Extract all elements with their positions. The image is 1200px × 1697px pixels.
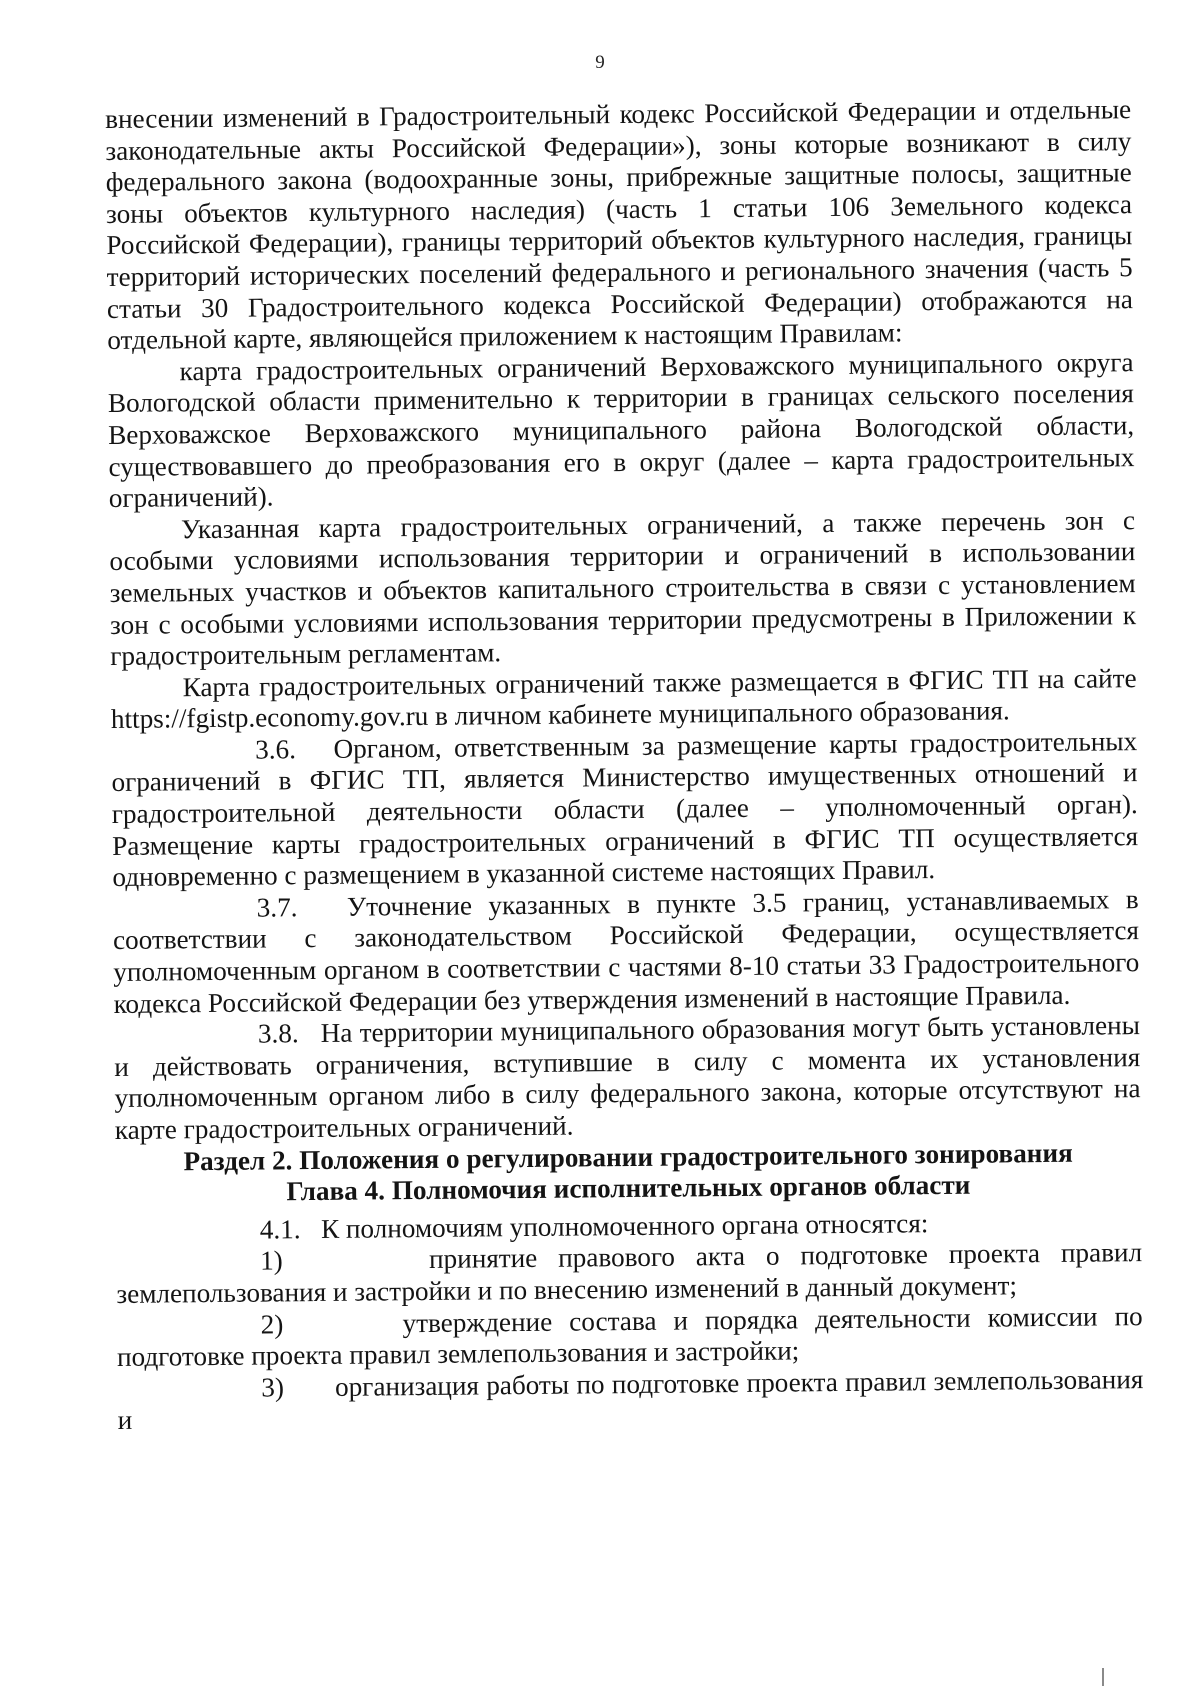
list-item-text: организация работы по подготовке проекта правил землепользования и <box>117 1363 1144 1436</box>
list-item-2 <box>117 1301 1144 1374</box>
clause-text: К полномочиям уполномоченного органа относятся: <box>320 1207 929 1244</box>
clause-3-8 <box>114 1010 1141 1146</box>
list-item-text: утверждение состава и порядка деятельности комиссии по подготовке проекта правил землепользования и застройки; <box>116 1300 1143 1373</box>
paragraph-map-appendix: Указанная карта градостроительных ограничений, а также перечень зон с особыми условиями использования территории и ограничений в использовании земельных участков и объектов капитального строительства в связи с установлением зон с особыми условиями использования территории предусмотрены в Приложении к градостроительным регламентам. <box>109 504 1137 672</box>
section-heading: Раздел 2. Положения о регулировании градостроительного зонирования <box>183 1137 1073 1176</box>
clause-text: На территории муниципального образования могут быть установлены и действовать ограничения, вступившие в силу с момента их установления уполномоченным органом либо в силу федерального закона, которые отсутствуют на карте градостроительных ограничений. <box>114 1010 1141 1145</box>
paragraph-map-description: карта градостроительных ограничений Верховажского муниципального округа Вологодской области применительно к территории в границах сельского поселения Верховажское Верховажского муниципального района Вологодской области, существовавшего до преобразования его в округ (далее – карта градостроительных ограничений). <box>107 346 1135 514</box>
clause-text: Органом, ответственным за размещение карты градостроительных ограничений в ФГИС ТП, является Министерство имущественных отношений и градостроительной деятельности области (далее – уполномоченный орган). Размещение карты градостроительных ограничений в ФГИС ТП осуществляется одновременно с размещением в указанной системе настоящих Правил. <box>111 725 1139 893</box>
clause-3-6 <box>111 726 1138 894</box>
list-item-number: 3) <box>261 1372 285 1403</box>
clause-3-7 <box>113 884 1140 1020</box>
page-number: 9 <box>595 52 605 73</box>
chapter-heading: Глава 4. Полномочия исполнительных органов области <box>286 1169 971 1207</box>
scan-artifact-mark <box>1102 1668 1104 1686</box>
clause-text: Уточнение указанных в пункте 3.5 границ, устанавливаемых в соответствии с законодательством Российской Федерации, осуществляется уполномоченным органом в соответствии с частями 8-10 статьи 33 Градостроительного кодекса Российской Федерации без утверждения изменений в настоящие Правила. <box>112 883 1140 1019</box>
list-item-3 <box>117 1364 1144 1437</box>
clause-number: 3.6. <box>255 734 297 765</box>
paragraph-continuation: внесении изменений в Градостроительный кодекс Российской Федерации и отдельные законодательные акты Российской Федерации»), зоны которые возникают в силу федерального закона (водоохранные зоны, прибрежные защитные полосы, защитные зоны объектов культурного наследия) (часть 1 статьи 106 Земельного кодекса Российской Федерации), границы территорий объектов культурного наследия, границы территорий исторических поселений федерального и регионального значения (часть 5 статьи 30 Градостроительного кодекса Российской Федерации) отображаются на отдельной карте, являющейся приложением к настоящим Правилам: <box>105 94 1134 356</box>
clause-number: 3.7. <box>256 892 298 923</box>
paragraph-fgis-website: Карта градостроительных ограничений также размещается в ФГИС ТП на сайте https://fgistp.economy.gov.ru в личном кабинете муниципального образования. <box>110 662 1137 735</box>
document-body <box>105 94 1144 1437</box>
list-item-1 <box>116 1237 1143 1310</box>
list-item-number: 2) <box>260 1308 284 1340</box>
clause-number: 3.8. <box>257 1018 299 1049</box>
clause-number: 4.1. <box>259 1213 301 1245</box>
list-item-text: принятие правового акта о подготовке проекта правил землепользования и застройки и по внесению изменений в данный документ; <box>116 1237 1143 1309</box>
list-item-number: 1) <box>259 1245 283 1276</box>
